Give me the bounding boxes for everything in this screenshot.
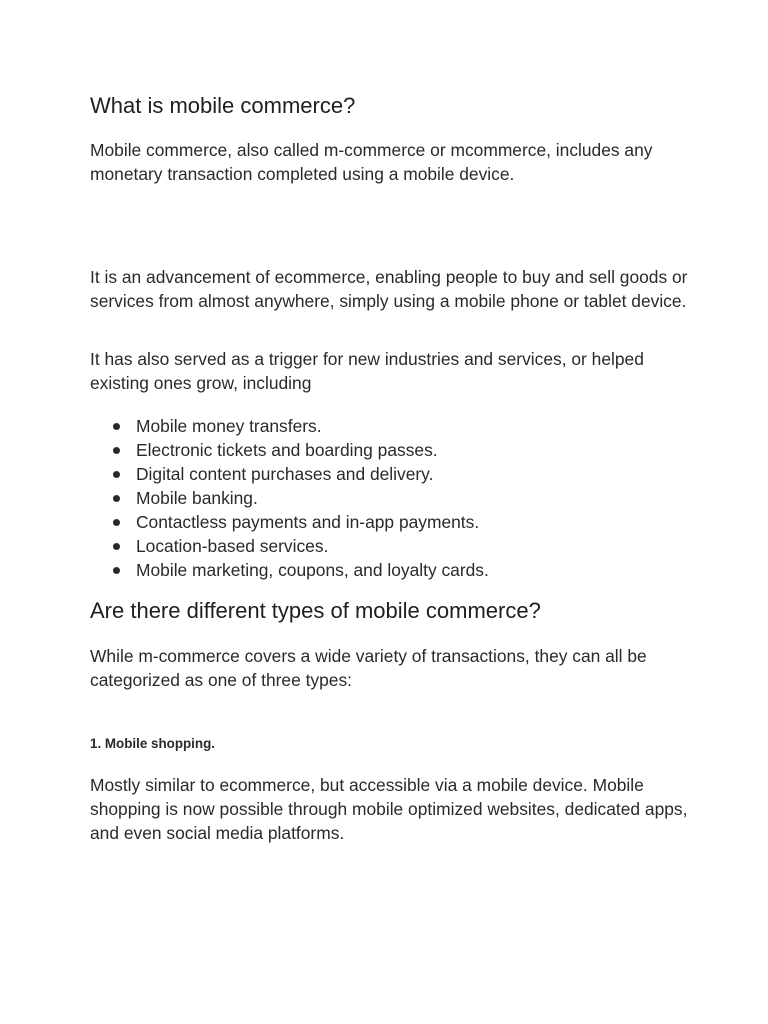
list-item: [90, 510, 489, 534]
heading-types-of-mobile-commerce: Are there different types of mobile commerce?: [90, 598, 541, 623]
list-item-text: Mobile marketing, coupons, and loyalty cards.: [136, 560, 489, 580]
list-item-text: Contactless payments and in-app payments.: [136, 512, 480, 532]
list-item: [90, 438, 489, 462]
bullet-icon: [113, 471, 120, 478]
list-item: [90, 486, 489, 510]
list-item: [90, 558, 489, 582]
list-item: [90, 414, 489, 438]
paragraph-types-intro: While m-commerce covers a wide variety of transactions, they can all be categorized as one of three types:: [90, 646, 647, 690]
bullet-icon: [113, 567, 120, 574]
bullet-icon: [113, 519, 120, 526]
heading-what-is-mobile-commerce: What is mobile commerce?: [90, 93, 356, 118]
list-item: [90, 534, 489, 558]
list-item-text: Electronic tickets and boarding passes.: [136, 440, 438, 460]
paragraph-advancement: It is an advancement of ecommerce, enabling people to buy and sell goods or services from almost anywhere, simply using a mobile phone or tablet device.: [90, 267, 688, 311]
list-item-text: Mobile banking.: [136, 488, 258, 508]
list-item-text: Mobile money transfers.: [136, 416, 322, 436]
bullet-icon: [113, 447, 120, 454]
list-item-text: Digital content purchases and delivery.: [136, 464, 434, 484]
list-item-text: Location-based services.: [136, 536, 329, 556]
bullet-icon: [113, 543, 120, 550]
bullet-icon: [113, 495, 120, 502]
bullet-icon: [113, 423, 120, 430]
subheading-mobile-shopping: 1. Mobile shopping.: [90, 736, 215, 751]
paragraph-trigger: It has also served as a trigger for new industries and services, or helped existing ones grow, including: [90, 349, 644, 393]
list-item: [90, 462, 489, 486]
bullet-list-industries: [90, 414, 489, 582]
paragraph-definition: Mobile commerce, also called m-commerce or mcommerce, includes any monetary transaction completed using a mobile device.: [90, 140, 653, 184]
paragraph-mobile-shopping: Mostly similar to ecommerce, but accessible via a mobile device. Mobile shopping is now possible through mobile optimized websites, dedicated apps, and even social media platforms.: [90, 775, 688, 843]
